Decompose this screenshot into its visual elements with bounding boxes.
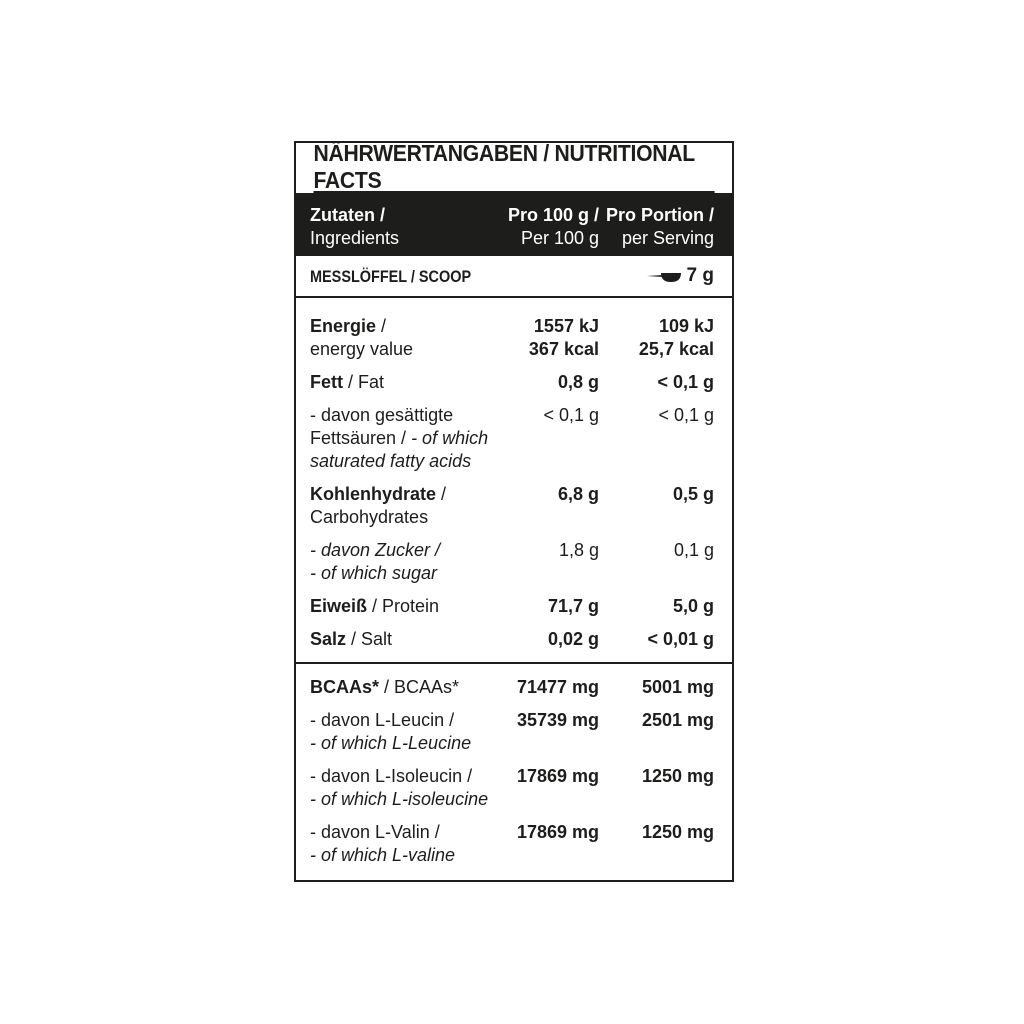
row-label: Energie / energy value <box>310 316 414 359</box>
value-per-serving: 2501 mg <box>641 710 714 730</box>
value-per-100g: 71,7 g <box>547 596 599 616</box>
row-label: Salz / Salt <box>310 629 393 649</box>
row-label: - davon L-Valin / - of which L-valine <box>310 822 456 865</box>
scoop-row <box>296 256 732 298</box>
row-label: Fett / Fat <box>310 372 385 392</box>
value-per-100g: < 0,1 g <box>543 405 599 425</box>
scoop-label: MESSLÖFFEL / SCOOP <box>310 267 472 286</box>
column-header-band <box>296 193 732 256</box>
value-per-serving: < 0,01 g <box>647 629 714 649</box>
value-per-serving: 1250 mg <box>641 822 714 842</box>
value-per-100g: 35739 mg <box>516 710 599 730</box>
header-ingredients: Zutaten / Ingredients <box>310 205 400 248</box>
nutrition-label <box>294 141 734 882</box>
scoop-value <box>647 265 714 287</box>
row-label: - davon Zucker / - of which sugar <box>310 540 441 583</box>
value-per-serving: 5001 mg <box>641 677 714 697</box>
scoop-amount: 7 g <box>686 265 714 286</box>
value-per-serving: < 0,1 g <box>658 405 714 425</box>
section-divider <box>296 662 732 664</box>
row-label: - davon gesättigte Fettsäuren / - of which saturated fatty acids <box>310 405 489 471</box>
row-label: - davon L-Leucin / - of which L-Leucine <box>310 710 472 753</box>
value-per-serving: 1250 mg <box>641 766 714 786</box>
value-per-serving: 109 kJ 25,7 kcal <box>638 316 714 359</box>
value-per-100g: 1,8 g <box>558 540 599 560</box>
row-label: Eiweiß / Protein <box>310 596 440 616</box>
value-per-100g: 6,8 g <box>557 484 599 504</box>
value-per-100g: 71477 mg <box>516 677 599 697</box>
header-per-serving: Pro Portion / per Serving <box>606 205 714 248</box>
value-per-serving: 0,5 g <box>672 484 714 504</box>
value-per-serving: < 0,1 g <box>657 372 714 392</box>
value-per-100g: 1557 kJ 367 kcal <box>528 316 599 359</box>
value-per-100g: 17869 mg <box>516 766 599 786</box>
header-per-100g: Pro 100 g / Per 100 g <box>507 205 599 248</box>
row-label: BCAAs* / BCAAs* <box>310 677 460 697</box>
row-label: Kohlenhydrate / Carbohydrates <box>310 484 447 527</box>
value-per-100g: 17869 mg <box>516 822 599 842</box>
value-per-100g: 0,8 g <box>557 372 599 392</box>
label-title: NÄHRWERTANGABEN / NUTRITIONAL FACTS <box>313 143 714 193</box>
value-per-serving: 0,1 g <box>673 540 714 560</box>
value-per-serving: 5,0 g <box>672 596 714 616</box>
scoop-icon <box>647 269 681 283</box>
value-per-100g: 0,02 g <box>547 629 599 649</box>
row-label: - davon L-Isoleucin / - of which L-isoleucine <box>310 766 489 809</box>
